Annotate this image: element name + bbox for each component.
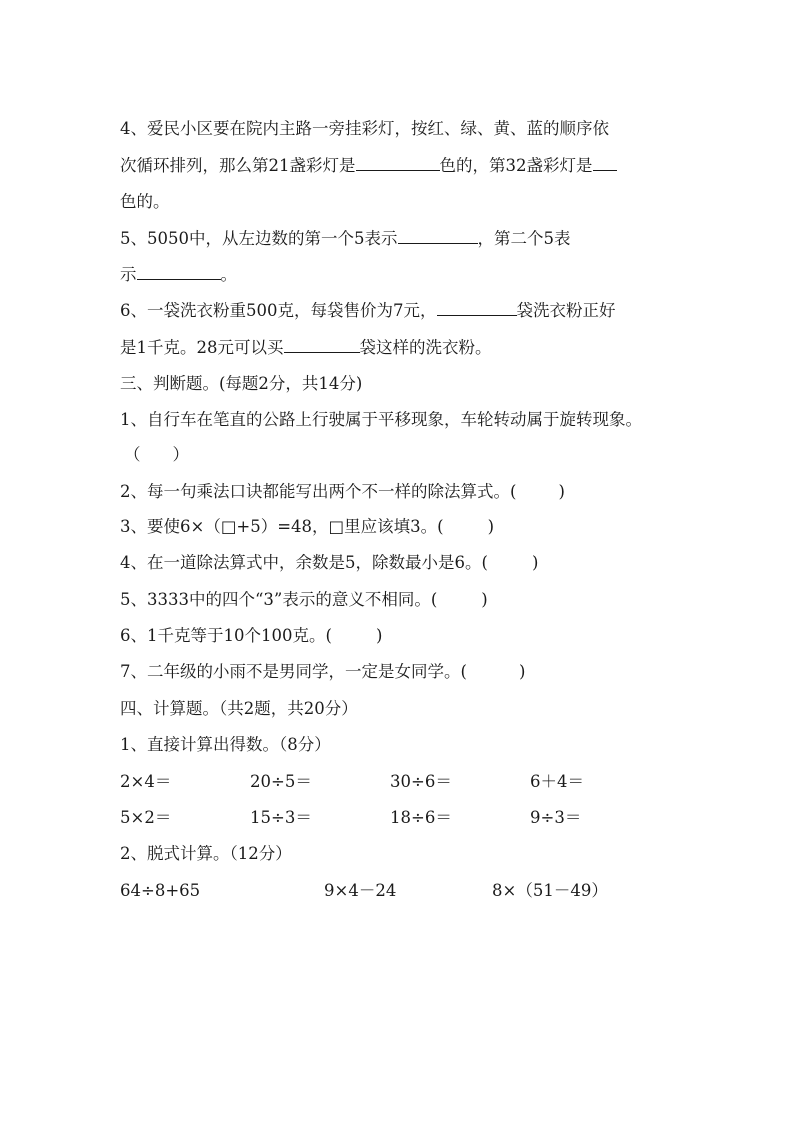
- tf-item-6-answer[interactable]: ( ): [325, 626, 383, 645]
- calc-problem: 5×2＝: [120, 808, 172, 827]
- tf-item-6: [120, 625, 382, 647]
- q5-line-1: [120, 228, 571, 250]
- q5-text-2b: 。: [220, 265, 237, 284]
- q6-text-1a: 6、一袋洗衣粉重500克，每袋售价为7元，: [120, 301, 437, 320]
- calc-problem: 15÷3＝: [250, 808, 312, 827]
- tf-item-4: [120, 552, 538, 574]
- calc-part-2-title: [120, 843, 292, 865]
- calc-part-1-title: [120, 734, 331, 756]
- q5-text-1a: 5、5050中，从左边数的第一个5表示: [120, 229, 398, 248]
- section-4-title: [120, 698, 358, 720]
- q4-text-1: 4、爱民小区要在院内主路一旁挂彩灯，按红、绿、黄、蓝的顺序依: [120, 119, 609, 138]
- calc-part-1-title-text: 1、直接计算出得数。（8分）: [120, 735, 331, 754]
- q4-text-2b: 色的，第32盏彩灯是: [439, 156, 593, 175]
- tf-item-5-text: 5、3333中的四个“3”表示的意义不相同。: [120, 590, 431, 609]
- tf-item-4-answer[interactable]: ( ): [481, 553, 539, 572]
- tf-item-1-answer[interactable]: [124, 444, 189, 466]
- calc-problem: 18÷6＝: [390, 808, 452, 827]
- q5-line-2: [120, 264, 237, 286]
- calc-problem: 9÷3＝: [530, 808, 582, 827]
- stepwise-problem: 8×（51－49）: [492, 881, 608, 900]
- q6-line-1: [120, 300, 616, 322]
- q4-text-2a: 次循环排列，那么第21盏彩灯是: [120, 156, 356, 175]
- q4-line-1: [120, 118, 609, 140]
- section-4-title-text: 四、计算题。（共2题，共20分）: [120, 699, 358, 718]
- tf-item-6-text: 6、1千克等于10个100克。: [120, 626, 326, 645]
- tf-item-7-text: 7、二年级的小雨不是男同学，一定是女同学。: [120, 662, 461, 681]
- q4-line-3: [120, 191, 170, 213]
- tf-item-2-text: 2、每一句乘法口诀都能写出两个不一样的除法算式。: [120, 482, 510, 501]
- stepwise-problem: 64÷8+65: [120, 881, 201, 900]
- stepwise-problem: 9×4－24: [324, 881, 397, 900]
- section-3-title-text: 三、判断题。(每题2分，共14分): [120, 374, 363, 393]
- tf-item-2: [120, 481, 565, 503]
- q5-text-1b: ，第二个5表: [477, 229, 571, 248]
- q5-blank-1[interactable]: [398, 228, 478, 244]
- q6-blank-2[interactable]: [284, 337, 360, 353]
- calc-problem: 30÷6＝: [390, 772, 452, 791]
- q6-text-2b: 袋这样的洗衣粉。: [359, 338, 492, 357]
- q4-text-3: 色的。: [120, 192, 170, 211]
- q6-blank-1[interactable]: [437, 300, 517, 316]
- tf-item-1: [120, 409, 642, 431]
- q6-text-1b: 袋洗衣粉正好: [516, 301, 616, 320]
- calc-problem: 2×4＝: [120, 772, 172, 791]
- tf-item-3: [120, 516, 494, 538]
- section-3-title: [120, 373, 362, 395]
- q5-text-2a: 示: [120, 265, 137, 284]
- tf-item-4-text: 4、在一道除法算式中，余数是5，除数最小是6。: [120, 553, 482, 572]
- tf-item-7: [120, 661, 525, 683]
- tf-item-1-paren-close: ）: [172, 445, 189, 464]
- tf-item-1-paren-open: （: [124, 445, 141, 464]
- q5-blank-2[interactable]: [137, 264, 221, 280]
- tf-item-3-answer[interactable]: ( ): [437, 517, 495, 536]
- calc-part-2-title-text: 2、脱式计算。（12分）: [120, 844, 292, 863]
- q4-blank-1[interactable]: [356, 155, 440, 171]
- tf-item-3-text: 3、要使6×（□+5）=48，□里应该填3。: [120, 517, 438, 536]
- q4-blank-2[interactable]: [593, 155, 617, 171]
- q6-text-2a: 是1千克。28元可以买: [120, 338, 284, 357]
- tf-item-7-answer[interactable]: ( ): [460, 662, 526, 681]
- q4-line-2: [120, 155, 617, 177]
- tf-item-1-text: 1、自行车在笔直的公路上行驶属于平移现象，车轮转动属于旋转现象。: [120, 410, 642, 429]
- q6-line-2: [120, 337, 492, 359]
- calc-problem: 20÷5＝: [250, 772, 312, 791]
- tf-item-2-answer[interactable]: ( ): [510, 482, 565, 501]
- calc-problem: 6＋4＝: [530, 772, 584, 791]
- tf-item-5: [120, 589, 488, 611]
- tf-item-5-answer[interactable]: ( ): [430, 590, 488, 609]
